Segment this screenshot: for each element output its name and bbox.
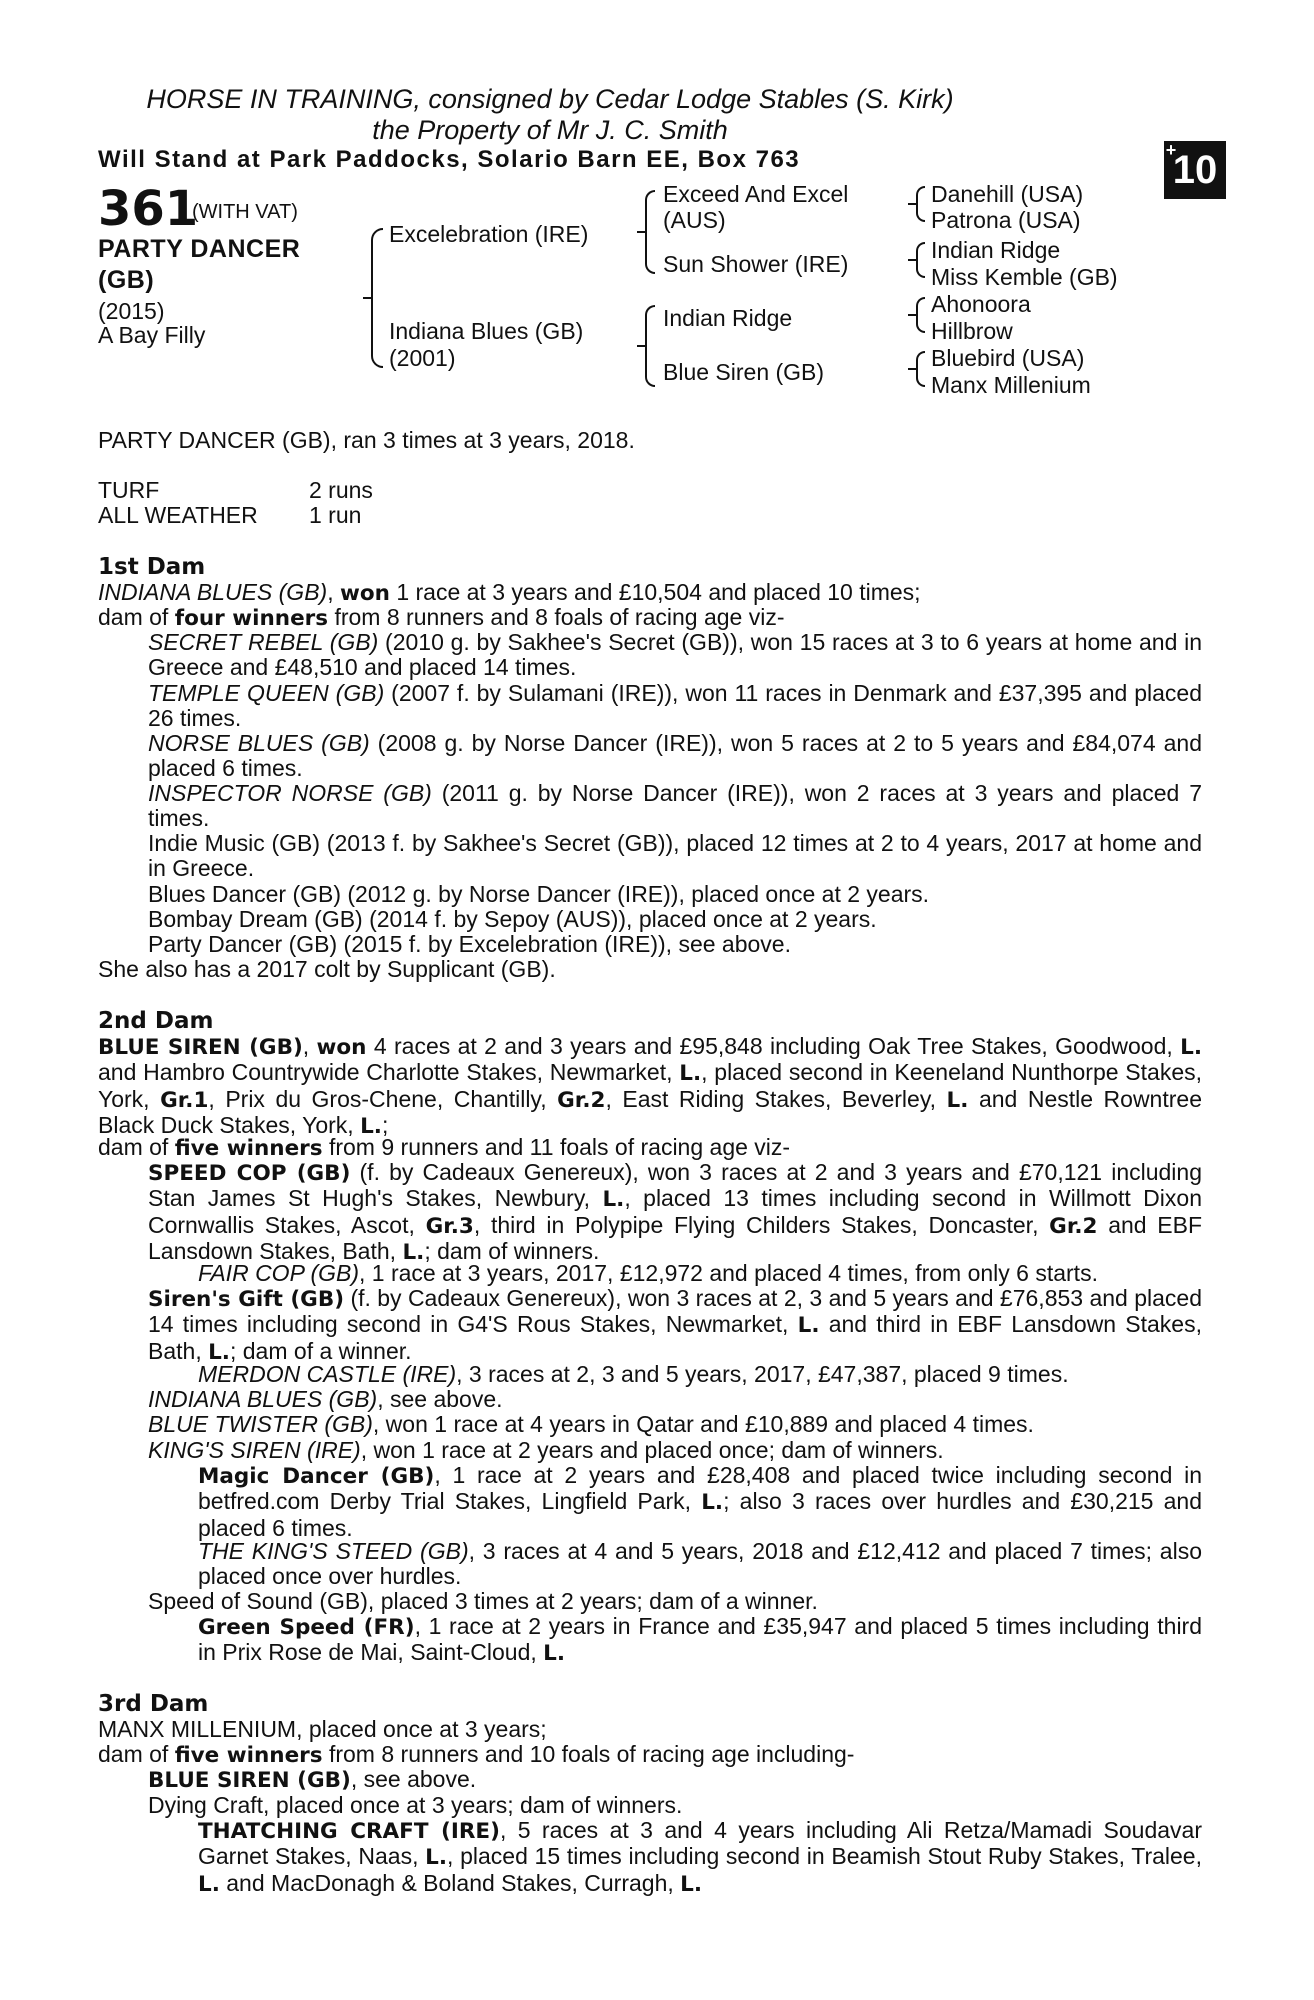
produce-entry: Bombay Dream (GB) (2014 f. by Sepoy (AUS)), placed once at 2 years. <box>148 906 877 932</box>
text: ; dam of winners. <box>424 1237 600 1264</box>
produce-record: , won 1 race at 2 years and placed once; dam of winners. <box>360 1437 944 1463</box>
produce-record: , won 1 race at 4 years in Qatar and £10,889 and placed 4 times. <box>372 1411 1034 1437</box>
dam-name: BLUE SIREN (GB) <box>98 1035 303 1060</box>
produce-entry <box>148 1412 1202 1437</box>
third-dam-produce-intro <box>98 1742 1202 1768</box>
text: from 8 runners and 10 foals of racing age including- <box>322 1741 855 1767</box>
text: , 5 races at 3 and 4 years including Ali Retza/Mamadi Soudavar Garnet Stakes, Naas, <box>198 1817 1202 1870</box>
pedigree-bracket <box>916 297 925 333</box>
pedigree-bracket-tick <box>908 314 916 316</box>
third-dam-summary: MANX MILLENIUM, placed once at 3 years; <box>98 1716 547 1742</box>
lot-number: 361 <box>98 181 199 237</box>
produce-name: THE KING'S STEED (GB) <box>198 1538 469 1564</box>
produce-name: NORSE BLUES (GB) <box>148 730 370 756</box>
horse-name-line1: PARTY DANCER <box>98 235 301 263</box>
won-label: won <box>339 581 390 606</box>
produce-entry <box>148 781 1202 832</box>
all-weather-value: 1 run <box>309 502 362 528</box>
listed-grade: L. <box>679 1061 702 1087</box>
vat-label: (WITH VAT) <box>192 201 298 223</box>
dam-sire-sire: Ahonoora <box>931 291 1031 317</box>
sire-dam-dam: Miss Kemble (GB) <box>931 264 1118 290</box>
text: (f. by Cadeaux Genereux), won 3 races at 2 and 3 years and £70,121 including Stan James St Hugh's Stakes, Newbury, <box>148 1159 1202 1212</box>
text: , 1 race at 2 years in France and £35,947 and placed 5 times including third in Prix Rose de Mai, Saint-Cloud, <box>198 1613 1202 1666</box>
dam-sire: Indian Ridge <box>663 305 793 331</box>
text: and MacDonagh & Boland Stakes, Curragh, <box>219 1869 681 1896</box>
produce-name: Green Speed (FR) <box>198 1615 415 1640</box>
first-dam-heading: 1st Dam <box>98 554 206 580</box>
dam-sire-dam: Hillbrow <box>931 318 1013 344</box>
produce-entry <box>198 1818 1202 1897</box>
pedigree-bracket <box>916 351 925 387</box>
pedigree-bracket-tick <box>908 203 916 205</box>
second-dam-summary <box>98 1034 1202 1139</box>
produce-name: THATCHING CRAFT (IRE) <box>198 1819 500 1844</box>
sire-dam: Sun Shower (IRE) <box>663 251 849 277</box>
produce-entry <box>148 1438 1202 1463</box>
won-label: won <box>316 1035 367 1060</box>
winners-count: four winners <box>174 606 329 631</box>
first-dam-summary <box>98 580 1202 606</box>
produce-entry <box>148 1286 1202 1365</box>
produce-name: Magic Dancer (GB) <box>198 1464 435 1489</box>
horse-name-line2: (GB) <box>98 266 155 294</box>
separator: , <box>302 1033 317 1059</box>
produce-record: , see above. <box>377 1386 503 1412</box>
produce-name: INDIANA BLUES (GB) <box>148 1386 378 1412</box>
text: , placed second in Keeneland Nunthorpe Stakes, York, <box>98 1059 1202 1112</box>
text: from 8 runners and 8 foals of racing age viz- <box>328 604 785 630</box>
listed-grade: L. <box>543 1641 566 1667</box>
produce-entry <box>148 1767 1202 1793</box>
dam-dam: Blue Siren (GB) <box>663 359 825 385</box>
third-dam-heading: 3rd Dam <box>98 1691 209 1717</box>
produce-name: FAIR COP (GB) <box>198 1260 359 1286</box>
dam: Indiana Blues (GB) <box>389 318 584 344</box>
second-dam-produce-intro <box>98 1135 1202 1161</box>
group-grade: Gr.3 <box>425 1213 474 1239</box>
sale-badge: 10 <box>1164 141 1226 199</box>
produce-record: , see above. <box>350 1766 477 1792</box>
produce-record: (2010 g. by Sakhee's Secret (GB)), won 15 races at 3 to 6 years at home and in Greece and £48,510 and placed 14 times. <box>148 629 1202 681</box>
dam-dam-dam: Manx Millenium <box>931 372 1091 398</box>
sire: Excelebration (IRE) <box>389 221 589 247</box>
text: , third in Polypipe Flying Childers Stakes, Doncaster, <box>473 1211 1050 1238</box>
all-weather-label: ALL WEATHER <box>98 502 258 528</box>
produce-entry <box>148 731 1202 782</box>
pedigree-bracket-tick <box>637 231 645 233</box>
produce-entry <box>198 1261 1202 1286</box>
pedigree-bracket <box>645 305 655 387</box>
second-dam-heading: 2nd Dam <box>98 1008 214 1034</box>
listed-grade: L. <box>360 1113 382 1139</box>
produce-entry <box>148 1160 1202 1265</box>
text: , placed 15 times including second in Beamish Stout Ruby Stakes, Tralee, <box>447 1843 1202 1870</box>
produce-entry: Blues Dancer (GB) (2012 g. by Norse Dancer (IRE)), placed once at 2 years. <box>148 881 930 907</box>
badge-plus-icon: + <box>1165 140 1177 160</box>
produce-record: (2011 g. by Norse Dancer (IRE)), won 2 races at 3 years and placed 7 times. <box>148 780 1203 832</box>
first-dam-produce-intro <box>98 605 1202 631</box>
produce-name: BLUE TWISTER (GB) <box>148 1411 373 1437</box>
produce-name: Siren's Gift (GB) <box>148 1287 345 1312</box>
turf-value: 2 runs <box>309 477 373 503</box>
text: from 9 runners and 11 foals of racing age viz- <box>322 1134 791 1160</box>
produce-name: BLUE SIREN (GB) <box>148 1768 351 1793</box>
pedigree-bracket-tick <box>363 297 371 299</box>
produce-record: (2007 f. by Sulamani (IRE)), won 11 races in Denmark and £37,395 and placed 26 times. <box>148 680 1202 732</box>
text: , East Riding Stakes, Beverley, <box>605 1085 947 1112</box>
listed-grade: L. <box>680 1871 703 1897</box>
listed-grade: L. <box>402 1239 425 1265</box>
turf-label: TURF <box>98 477 160 503</box>
text: and Hambro Countrywide Charlotte Stakes, Newmarket, <box>98 1059 680 1086</box>
pedigree-bracket <box>371 228 383 368</box>
produce-entry: Party Dancer (GB) (2015 f. by Excelebration (IRE)), see above. <box>148 931 791 957</box>
winners-count: five winners <box>174 1136 323 1161</box>
listed-grade: L. <box>198 1871 220 1897</box>
text: (f. by Cadeaux Genereux), won 3 races at 2, 3 and 5 years and £76,853 and placed 14 times including second in G4'S Rous Stakes, Newmarket, <box>148 1285 1203 1338</box>
produce-name: MERDON CASTLE (IRE) <box>198 1361 457 1387</box>
group-grade: Gr.1 <box>160 1087 209 1113</box>
winners-count: five winners <box>174 1743 323 1768</box>
text: and EBF Lansdown Stakes, Bath, <box>148 1211 1203 1264</box>
produce-entry: Speed of Sound (GB), placed 3 times at 2 years; dam of a winner. <box>148 1588 818 1614</box>
text: , 1 race at 2 years and £28,408 and placed twice including second in betfred.com Derby Trial Stakes, Lingfield Park, <box>198 1462 1202 1515</box>
produce-entry: Dying Craft, placed once at 3 years; dam of winners. <box>148 1792 683 1818</box>
produce-record: , 3 races at 4 and 5 years, 2018 and £12,412 and placed 7 times; also placed once over hurdles. <box>198 1538 1202 1590</box>
pedigree-bracket-tick <box>908 259 916 261</box>
produce-entry <box>198 1362 1202 1387</box>
horse-description: A Bay Filly <box>98 322 206 348</box>
text: 4 races at 2 and 3 years and £95,848 including Oak Tree Stakes, Goodwood, <box>366 1033 1181 1059</box>
produce-name: SPEED COP (GB) <box>148 1161 351 1186</box>
text: and third in EBF Lansdown Stakes, Bath, <box>148 1311 1202 1364</box>
produce-entry <box>198 1614 1202 1667</box>
produce-record: (2008 g. by Norse Dancer (IRE)), won 5 races at 2 to 5 years and £84,074 and placed 6 times. <box>148 730 1202 782</box>
produce-entry <box>198 1463 1202 1541</box>
produce-entry <box>148 681 1202 732</box>
text: dam of <box>98 1134 175 1160</box>
dam-record: 1 race at 3 years and £10,504 and placed 10 times; <box>389 579 921 605</box>
listed-grade: L. <box>1180 1035 1202 1060</box>
listed-grade: L. <box>208 1339 230 1365</box>
pedigree-bracket-tick <box>637 345 645 347</box>
text: , placed 13 times including second in Willmott Dixon Cornwallis Stakes, Ascot, <box>148 1185 1202 1238</box>
text: ; dam of a winner. <box>229 1337 412 1364</box>
pedigree-bracket <box>916 186 925 222</box>
sire-sire: Exceed And Excel <box>663 181 849 207</box>
produce-entry <box>148 1387 1202 1412</box>
produce-entry <box>148 630 1202 681</box>
produce-name: KING'S SIREN (IRE) <box>148 1437 361 1463</box>
property-line: the Property of Mr J. C. Smith <box>372 115 728 145</box>
listed-grade: L. <box>602 1187 625 1213</box>
dam-year: (2001) <box>389 345 456 371</box>
dam-name: INDIANA BLUES (GB) <box>98 579 328 605</box>
sire-sire-sire: Danehill (USA) <box>931 181 1084 207</box>
text: dam of <box>98 604 175 630</box>
listed-grade: L. <box>425 1845 448 1871</box>
pedigree-bracket <box>645 190 655 274</box>
stand-location: Will Stand at Park Paddocks, Solario Barn EE, Box 763 <box>98 146 801 173</box>
separator: , <box>327 579 340 605</box>
group-grade: Gr.2 <box>1049 1213 1098 1239</box>
foaling-year: (2015) <box>98 298 165 324</box>
listed-grade: L. <box>701 1490 724 1516</box>
produce-record: , 3 races at 2, 3 and 5 years, 2017, £47,387, placed 9 times. <box>456 1361 1069 1387</box>
dam-dam-sire: Bluebird (USA) <box>931 345 1085 371</box>
produce-entry: Indie Music (GB) (2013 f. by Sakhee's Secret (GB)), placed 12 times at 2 to 4 years, 2017 at home and in Greece. <box>148 830 1202 882</box>
text: , Prix du Gros-Chene, Chantilly, <box>208 1085 558 1112</box>
sire-dam-sire: Indian Ridge <box>931 237 1061 263</box>
produce-note: She also has a 2017 colt by Supplicant (GB). <box>98 956 556 982</box>
group-grade: Gr.2 <box>557 1087 606 1113</box>
horse-name <box>98 234 338 296</box>
sire-sire-country: (AUS) <box>663 207 726 233</box>
pedigree-bracket <box>916 242 925 278</box>
produce-name: SECRET REBEL (GB) <box>148 629 379 655</box>
produce-entry <box>198 1539 1202 1590</box>
listed-grade: L. <box>797 1313 820 1339</box>
pedigree-bracket-tick <box>908 368 916 370</box>
listed-grade: L. <box>946 1087 969 1113</box>
text: and Nestle Rowntree Black Duck Stakes, York, <box>98 1085 1202 1138</box>
text: ; <box>381 1111 389 1138</box>
consignment-line: HORSE IN TRAINING, consigned by Cedar Lodge Stables (S. Kirk) <box>146 84 954 114</box>
sire-sire-dam: Patrona (USA) <box>931 207 1081 233</box>
produce-name: INSPECTOR NORSE (GB) <box>148 780 432 806</box>
race-summary: PARTY DANCER (GB), ran 3 times at 3 years, 2018. <box>98 427 635 453</box>
text: dam of <box>98 1741 175 1767</box>
produce-record: , 1 race at 3 years, 2017, £12,972 and placed 4 times, from only 6 starts. <box>359 1260 1098 1286</box>
produce-name: TEMPLE QUEEN (GB) <box>148 680 385 706</box>
text: ; also 3 races over hurdles and £30,215 and placed 6 times. <box>198 1488 1203 1541</box>
